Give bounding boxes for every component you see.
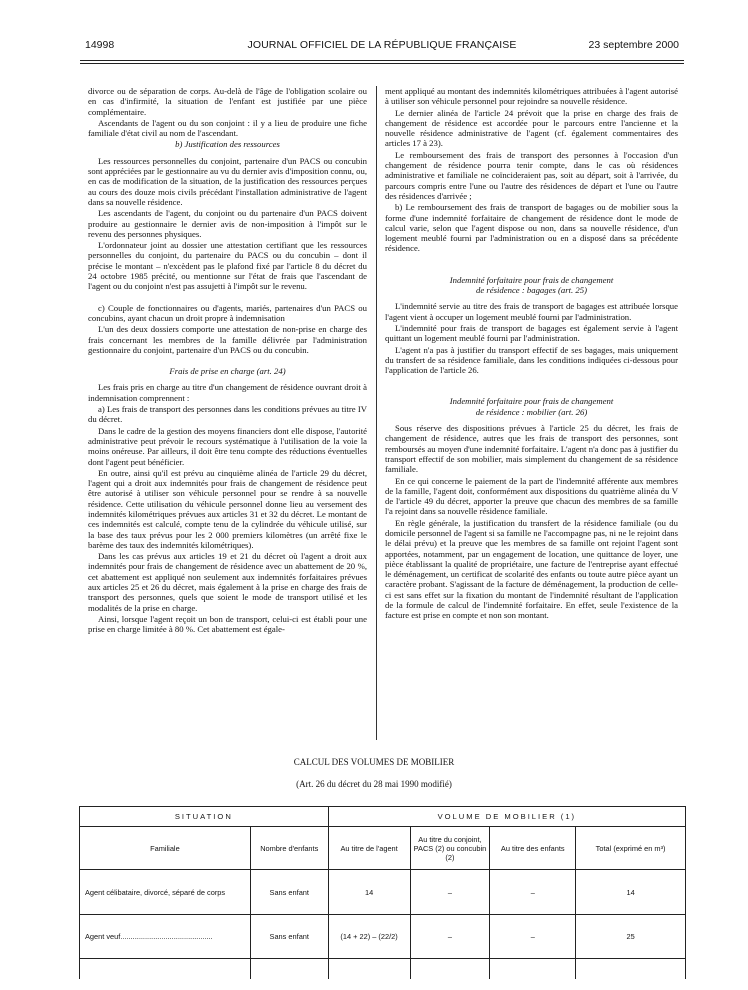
- section-heading: b) Justification des ressources: [175, 139, 280, 150]
- paragraph: Le dernier alinéa de l'article 24 prévoit que la prise en charge des frais de changement de résidence est accordée pour le parcours entre l'ancienne et la nouvelle résidence administrative de l'agent (cf. également commentaires des articles 17 à 23).: [385, 107, 678, 149]
- spacer: [385, 255, 678, 265]
- volumes-table: [79, 806, 686, 979]
- cell-empty: [328, 959, 410, 980]
- spacer: [88, 356, 367, 366]
- right-column: [385, 86, 678, 622]
- cell-empty: [250, 959, 328, 980]
- page-number: 14998: [85, 39, 115, 51]
- cell-familiale: Agent célibataire, divorcé, séparé de corps: [80, 870, 251, 915]
- section-heading: de résidence : mobilier (art. 26): [475, 406, 588, 417]
- cell-titre-enfants: –: [490, 915, 576, 959]
- section-heading: Frais de prise en charge (art. 24): [169, 366, 286, 377]
- table-row: [80, 870, 686, 915]
- section-heading: de résidence : bagages (art. 25): [476, 285, 587, 296]
- col-titre-enfants: Au titre des enfants: [490, 827, 576, 870]
- publication-date: 23 septembre 2000: [588, 39, 679, 51]
- table-column-header: [80, 827, 686, 870]
- calc-title: CALCUL DES VOLUMES DE MOBILIER: [293, 757, 455, 767]
- paragraph: c) Couple de fonctionnaires ou d'agents, mariés, partenaires d'un PACS ou concubins, ayant chacun un droit propre à indemnisation: [88, 302, 367, 323]
- group-volume: VOLUME DE MOBILIER (1): [328, 807, 685, 827]
- paragraph: L'indemnité servie au titre des frais de transport de bagages est attribuée lorsque l'agent vient à occuper un logement meublé fourni par l'administration.: [385, 301, 678, 322]
- cell-titre-enfants: –: [490, 870, 576, 915]
- cell-empty: [576, 959, 686, 980]
- spacer: [385, 386, 678, 396]
- col-enfants: Nombre d'enfants: [250, 827, 328, 870]
- paragraph: b) Le remboursement des frais de transport de bagages ou de mobilier sous la forme d'une indemnité forfaitaire de changement de résidence dont le mode de calcul varie, selon que l'agent dispose ou non, dans sa nouvelle résidence, d'un logement meublé fourni par l'administration ou en a disposé dans sa précédente résidence.: [385, 202, 678, 254]
- paragraph: Les ascendants de l'agent, du conjoint ou du partenaire d'un PACS doivent produire au gestionnaire le dernier avis de non-imposition à l'impôt sur le revenu des personnes physiques.: [88, 208, 367, 239]
- cell-enfants: Sans enfant: [250, 915, 328, 959]
- paragraph: L'agent n'a pas à justifier du transport effectif de ses bagages, mais uniquement du transfert de sa résidence familiale, dans les conditions indiquées ci-dessous pour l'application de l'article 26.: [385, 344, 678, 376]
- section-heading: Indemnité forfaitaire pour frais de changement: [449, 396, 614, 407]
- cell-empty: [490, 959, 576, 980]
- cell-empty: [80, 959, 251, 980]
- table-row-partial: [80, 959, 686, 980]
- calc-subtitle: (Art. 26 du décret du 28 mai 1990 modifié): [296, 779, 452, 789]
- paragraph: Le remboursement des frais de transport des personnes à l'occasion d'un changement de résidence pourra tenir compte, dans le cas où résidences administrative et familiale ne coïncideraient pas, soit au départ, soit à l'arrivée, du parcours compris entre l'une ou l'autre des résidences de départ et l'une ou l'autre des résidences d'arrivée ;: [385, 149, 678, 201]
- cell-conjoint: –: [410, 870, 490, 915]
- spacer: [385, 265, 678, 275]
- paragraph: Sous réserve des dispositions prévues à l'article 25 du décret, les frais de changement de résidence, autres que les frais de transport des personnes, sont remboursés au moyen d'une indemnité forfaitaire. L'agent n'a donc pas à justifier du transport effectif de son mobilier, mais simplement du changement de sa résidence familiale.: [385, 423, 678, 475]
- paragraph: Ainsi, lorsque l'agent reçoit un bon de transport, celui-ci est établi pour une prise en charge limitée à 80 %. Cet abattement est égale-: [88, 613, 367, 635]
- column-separator: [376, 86, 377, 740]
- col-familiale: Familiale: [80, 827, 251, 870]
- paragraph: a) Les frais de transport des personnes dans les conditions prévues au titre IV du décret.: [88, 404, 367, 425]
- journal-title: JOURNAL OFFICIEL DE LA RÉPUBLIQUE FRANÇAISE: [247, 39, 517, 51]
- cell-total: 14: [576, 870, 686, 915]
- table-row: [80, 915, 686, 959]
- col-conjoint: Au titre du conjoint, PACS (2) ou concubin (2): [410, 827, 490, 870]
- table-group-header: [80, 807, 686, 827]
- cell-familiale: Agent veuf.............................................: [80, 915, 251, 959]
- left-column: [88, 86, 367, 636]
- cell-agent: 14: [328, 870, 410, 915]
- cell-empty: [410, 959, 490, 980]
- paragraph: Les frais pris en charge au titre d'un changement de résidence ouvrant droit à indemnisation comprennent :: [88, 382, 367, 403]
- paragraph: L'un des deux dossiers comporte une attestation de non-prise en charge des frais concernant les membres de la famille délivrée par l'administration gestionnaire du conjoint, partenaire d'un PACS ou du concubin.: [88, 324, 367, 355]
- section-heading: Indemnité forfaitaire pour frais de changement: [449, 274, 614, 285]
- paragraph: Dans le cadre de la gestion des moyens financiers dont elle dispose, l'autorité administrative peut prévoir le recours systématique à l'utilisation de la voie la moins onéreuse. Par ailleurs, il doit être tenu compte des réductions éventuelles dont l'agent peut bénéficier.: [88, 425, 367, 467]
- paragraph: divorce ou de séparation de corps. Au-delà de l'âge de l'obligation scolaire ou en cas d'infirmité, la situation de l'enfant est justifiée par une pièce complémentaire.: [88, 86, 367, 117]
- col-agent: Au titre de l'agent: [328, 827, 410, 870]
- page-header: [85, 39, 679, 53]
- cell-conjoint: –: [410, 915, 490, 959]
- col-total: Total (exprimé en m³): [576, 827, 686, 870]
- header-rule: [80, 60, 684, 61]
- spacer: [88, 293, 367, 303]
- header-rule-double: [80, 63, 684, 64]
- paragraph: Ascendants de l'agent ou du son conjoint : il y a lieu de produire une fiche familiale d'état civil au nom de l'ascendant.: [88, 117, 367, 139]
- paragraph: ment appliqué au montant des indemnités kilométriques attribuées à l'agent autorisé à utiliser son véhicule personnel pour rejoindre sa nouvelle résidence.: [385, 86, 678, 107]
- paragraph: L'indemnité pour frais de transport de bagages est également servie à l'agent quittant un logement meublé fourni par l'administration.: [385, 322, 678, 344]
- group-situation: SITUATION: [80, 807, 329, 827]
- paragraph: En outre, ainsi qu'il est prévu au cinquième alinéa de l'article 29 du décret, l'agent qui a droit aux indemnités pour frais de changement de résidence peut être autorisé à utiliser son véhicule personnel pour se rendre à sa nouvelle résidence. Cette utilisation du véhicule personnel donne lieu au versement des indemnités kilométriques prévues aux articles 31 et 32 du décret. Le montant de ces indemnités est calculé, compte tenu de la cylindrée du véhicule utilisé, sur la base des taux prévus pour les 2 000 premiers kilomètres (un arrêté fixe le barème des taux des indemnités kilométriques).: [88, 467, 367, 550]
- spacer: [385, 376, 678, 386]
- paragraph: Les ressources personnelles du conjoint, partenaire d'un PACS ou concubin sont appréciées par le gestionnaire au vu du dernier avis d'imposition connu, ou, en cas de modification de la situation, de la justification des ressources perçues au cours des douze mois civils précédant l'installation administrative de l'agent dans sa nouvelle résidence.: [88, 155, 367, 207]
- paragraph: En ce qui concerne le paiement de la part de l'indemnité afférente aux membres de la famille, l'agent doit, conformément aux dispositions du quatrième alinéa du V de l'article 49 du décret, apporter la preuve que chacun des membres de sa famille l'a rejoint dans sa nouvelle résidence familiale.: [385, 475, 678, 517]
- cell-agent: (14 + 22) – (22/2): [328, 915, 410, 959]
- cell-enfants: Sans enfant: [250, 870, 328, 915]
- cell-total: 25: [576, 915, 686, 959]
- paragraph: L'ordonnateur joint au dossier une attestation certifiant que les ressources personnelles du conjoint, du partenaire du PACS ou du concubin – dont il précise le montant – n'excèdent pas le plafond fixé par l'article 8 du décret du 24 octobre 1985 précité, ou mentionne sur l'état de frais que l'ascendant de l'agent ou du conjoint n'est pas assujetti à l'impôt sur le revenu.: [88, 240, 367, 292]
- paragraph: En règle générale, la justification du transfert de la résidence familiale (ou du domicile personnel de l'agent si sa famille ne l'accompagne pas, ni ne le rejoint dans le délai prévu) et la preuve que les membres de sa famille ont rejoint l'agent sont apportées, notamment, par un engagement de location, une quittance de loyer, une pièce établissant la qualité de propriétaire, une facture de l'entreprise ayant effectué le déménagement, un certificat de scolarité des enfants ou toute autre pièce ayant un caractère probant. S'agissant de la facture de déménagement, la production de celle-ci est sans effet sur la fixation du montant de l'indemnité résultant de l'application de la formule de calcul de l'indemnité forfaitaire. En effet, seule l'existence de la facture est prise en compte et non son montant.: [385, 517, 678, 621]
- paragraph: Dans les cas prévus aux articles 19 et 21 du décret où l'agent a droit aux indemnités pour frais de changement de résidence avec un abattement de 20 %, cet abattement est appliqué non seulement aux indemnités forfaitaires prévues aux articles 25 et 26 du décret, mais également à la prise en charge des frais de transport des personnes, quels que soient le mode de transport utilisé et les modalités de la prise en charge.: [88, 551, 367, 613]
